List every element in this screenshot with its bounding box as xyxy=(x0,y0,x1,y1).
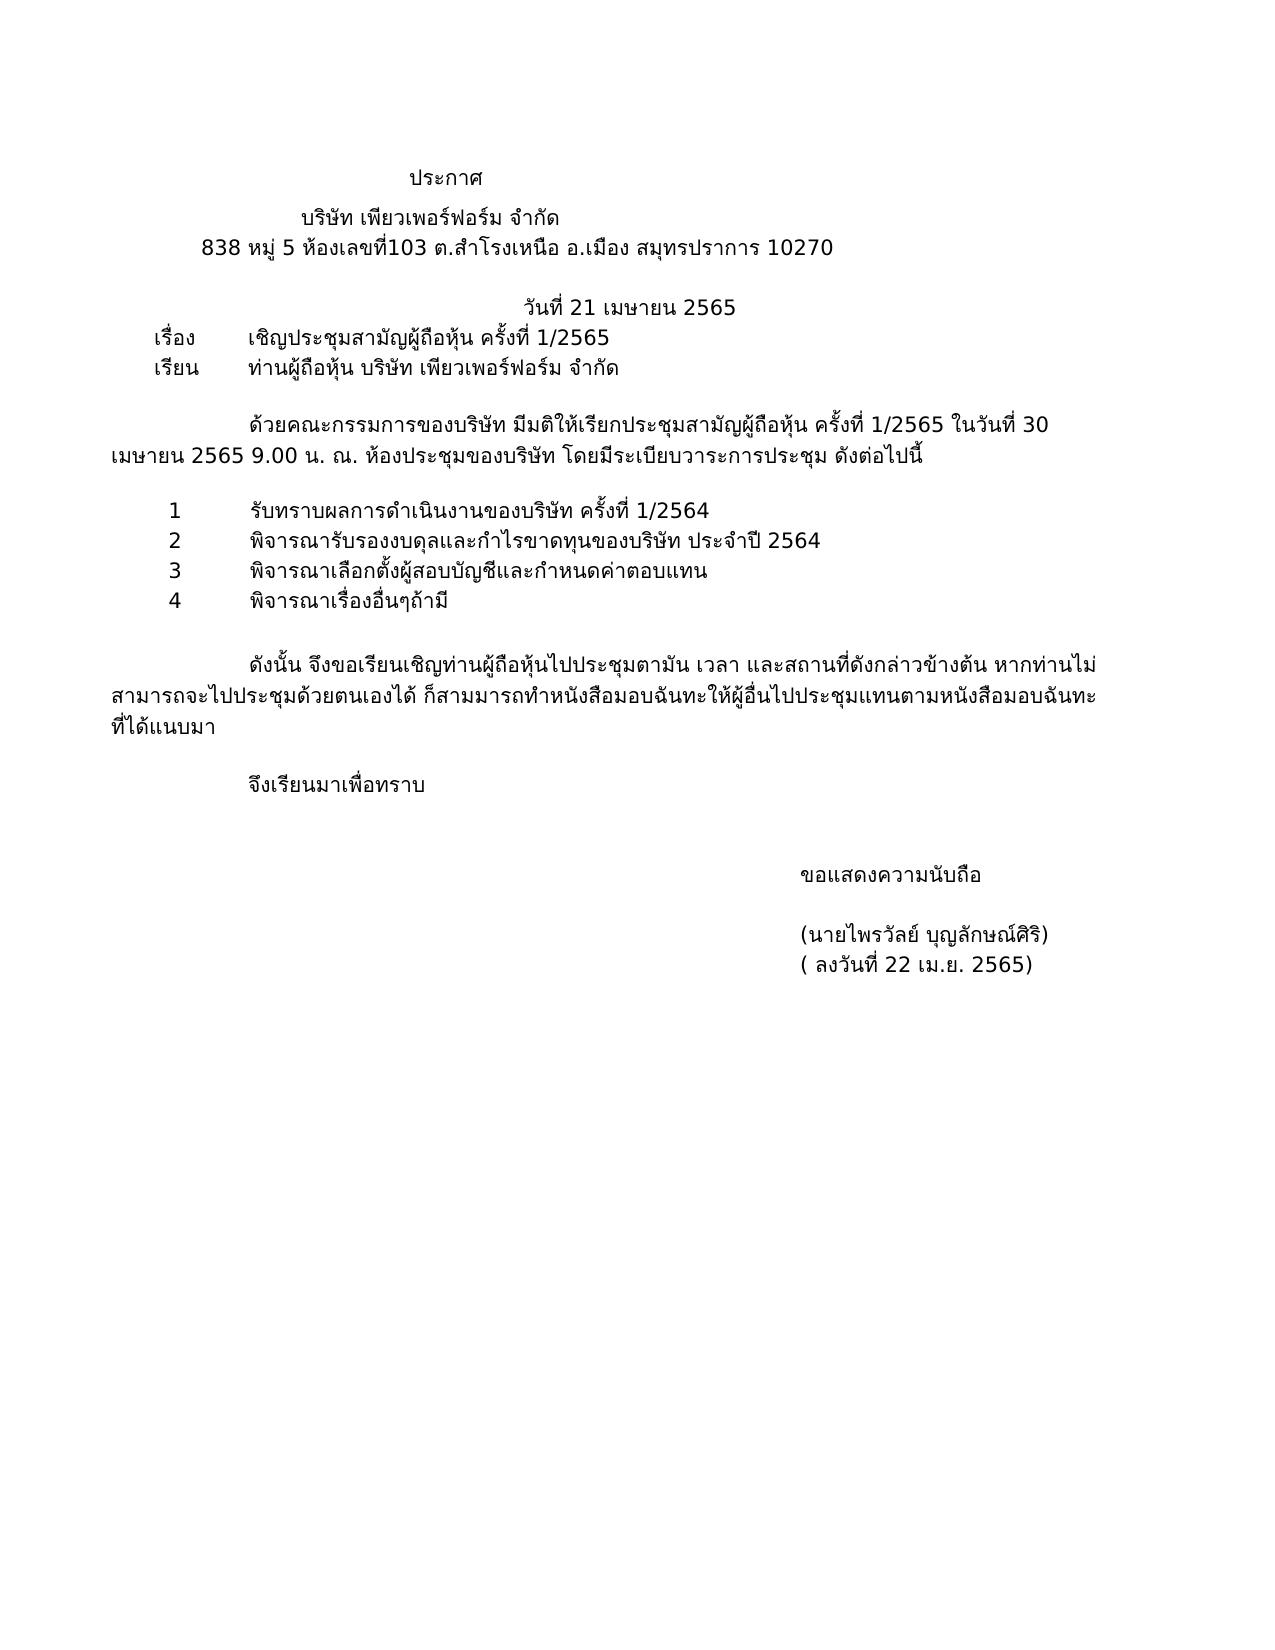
notice-date: วันที่ 21 เมษายน 2565 xyxy=(523,296,737,320)
invitation-line: ที่ได้แนบมา xyxy=(111,715,216,739)
agenda-text: พิจารณาเรื่องอื่นๆถ้ามี xyxy=(250,589,449,613)
agenda-item xyxy=(160,526,821,556)
agenda-text: พิจารณารับรองงบดุลและกำไรขาดทุนของบริษัท ประจำปี 2564 xyxy=(250,529,821,553)
company-address: 838 หมู่ 5 ห้องเลขที่103 ต.สำโรงเหนือ อ.เมือง สมุทรปราการ 10270 xyxy=(201,236,834,260)
intro-paragraph xyxy=(111,410,1156,472)
subject-label: เรื่อง xyxy=(154,326,196,350)
invitation-line: สามารถจะไปประชุมด้วยตนเองได้ ก็สามมารถทำหนังสือมอบฉันทะให้ผู้อื่นไปประชุมแทนตามหนังสือมอบฉันทะ xyxy=(111,684,1097,708)
intro-line: ด้วยคณะกรรมการของบริษัท มีมติให้เรียกประชุมสามัญผู้ถือหุ้น ครั้งที่ 1/2565 ในวันที่ 30 xyxy=(249,413,1050,437)
signature-regards: ขอแสดงความนับถือ xyxy=(800,863,982,887)
intro-line: เมษายน 2565 9.00 น. ณ. ห้องประชุมของบริษัท โดยมีระเบียบวาระการประชุม ดังต่อไปนี้ xyxy=(111,444,923,468)
agenda-item xyxy=(160,556,708,586)
recipient-label: เรียน xyxy=(154,356,200,380)
agenda-text: รับทราบผลการดำเนินงานของบริษัท ครั้งที่ 1/2564 xyxy=(250,499,710,523)
notice-title: ประกาศ xyxy=(409,166,483,190)
agenda-number: 4 xyxy=(168,589,182,613)
recipient-text: ท่านผู้ถือหุ้น บริษัท เพียวเพอร์ฟอร์ม จำกัด xyxy=(248,356,620,380)
agenda-text: พิจารณาเลือกตั้งผู้สอบบัญชีและกำหนดค่าตอบแทน xyxy=(250,559,708,583)
closing-text: จึงเรียนมาเพื่อทราบ xyxy=(248,773,426,797)
agenda-item xyxy=(160,586,449,616)
company-name: บริษัท เพียวเพอร์ฟอร์ม จำกัด xyxy=(301,206,560,230)
agenda-number: 1 xyxy=(168,499,182,523)
invitation-paragraph xyxy=(111,650,1156,743)
signature-name: (นายไพรวัลย์ บุญลักษณ์ศิริ) xyxy=(800,923,1049,947)
agenda-item xyxy=(160,496,710,526)
signature-date: ( ลงวันที่ 22 เม.ย. 2565) xyxy=(800,953,1034,977)
agenda-number: 2 xyxy=(168,529,182,553)
subject-text: เชิญประชุมสามัญผู้ถือหุ้น ครั้งที่ 1/2565 xyxy=(248,326,611,350)
agenda-number: 3 xyxy=(168,559,182,583)
invitation-line: ดังนั้น จึงขอเรียนเชิญท่านผู้ถือหุ้นไปประชุมตามัน เวลา และสถานที่ดังกล่าวข้างต้น หากท่านไม่ xyxy=(249,653,1097,677)
